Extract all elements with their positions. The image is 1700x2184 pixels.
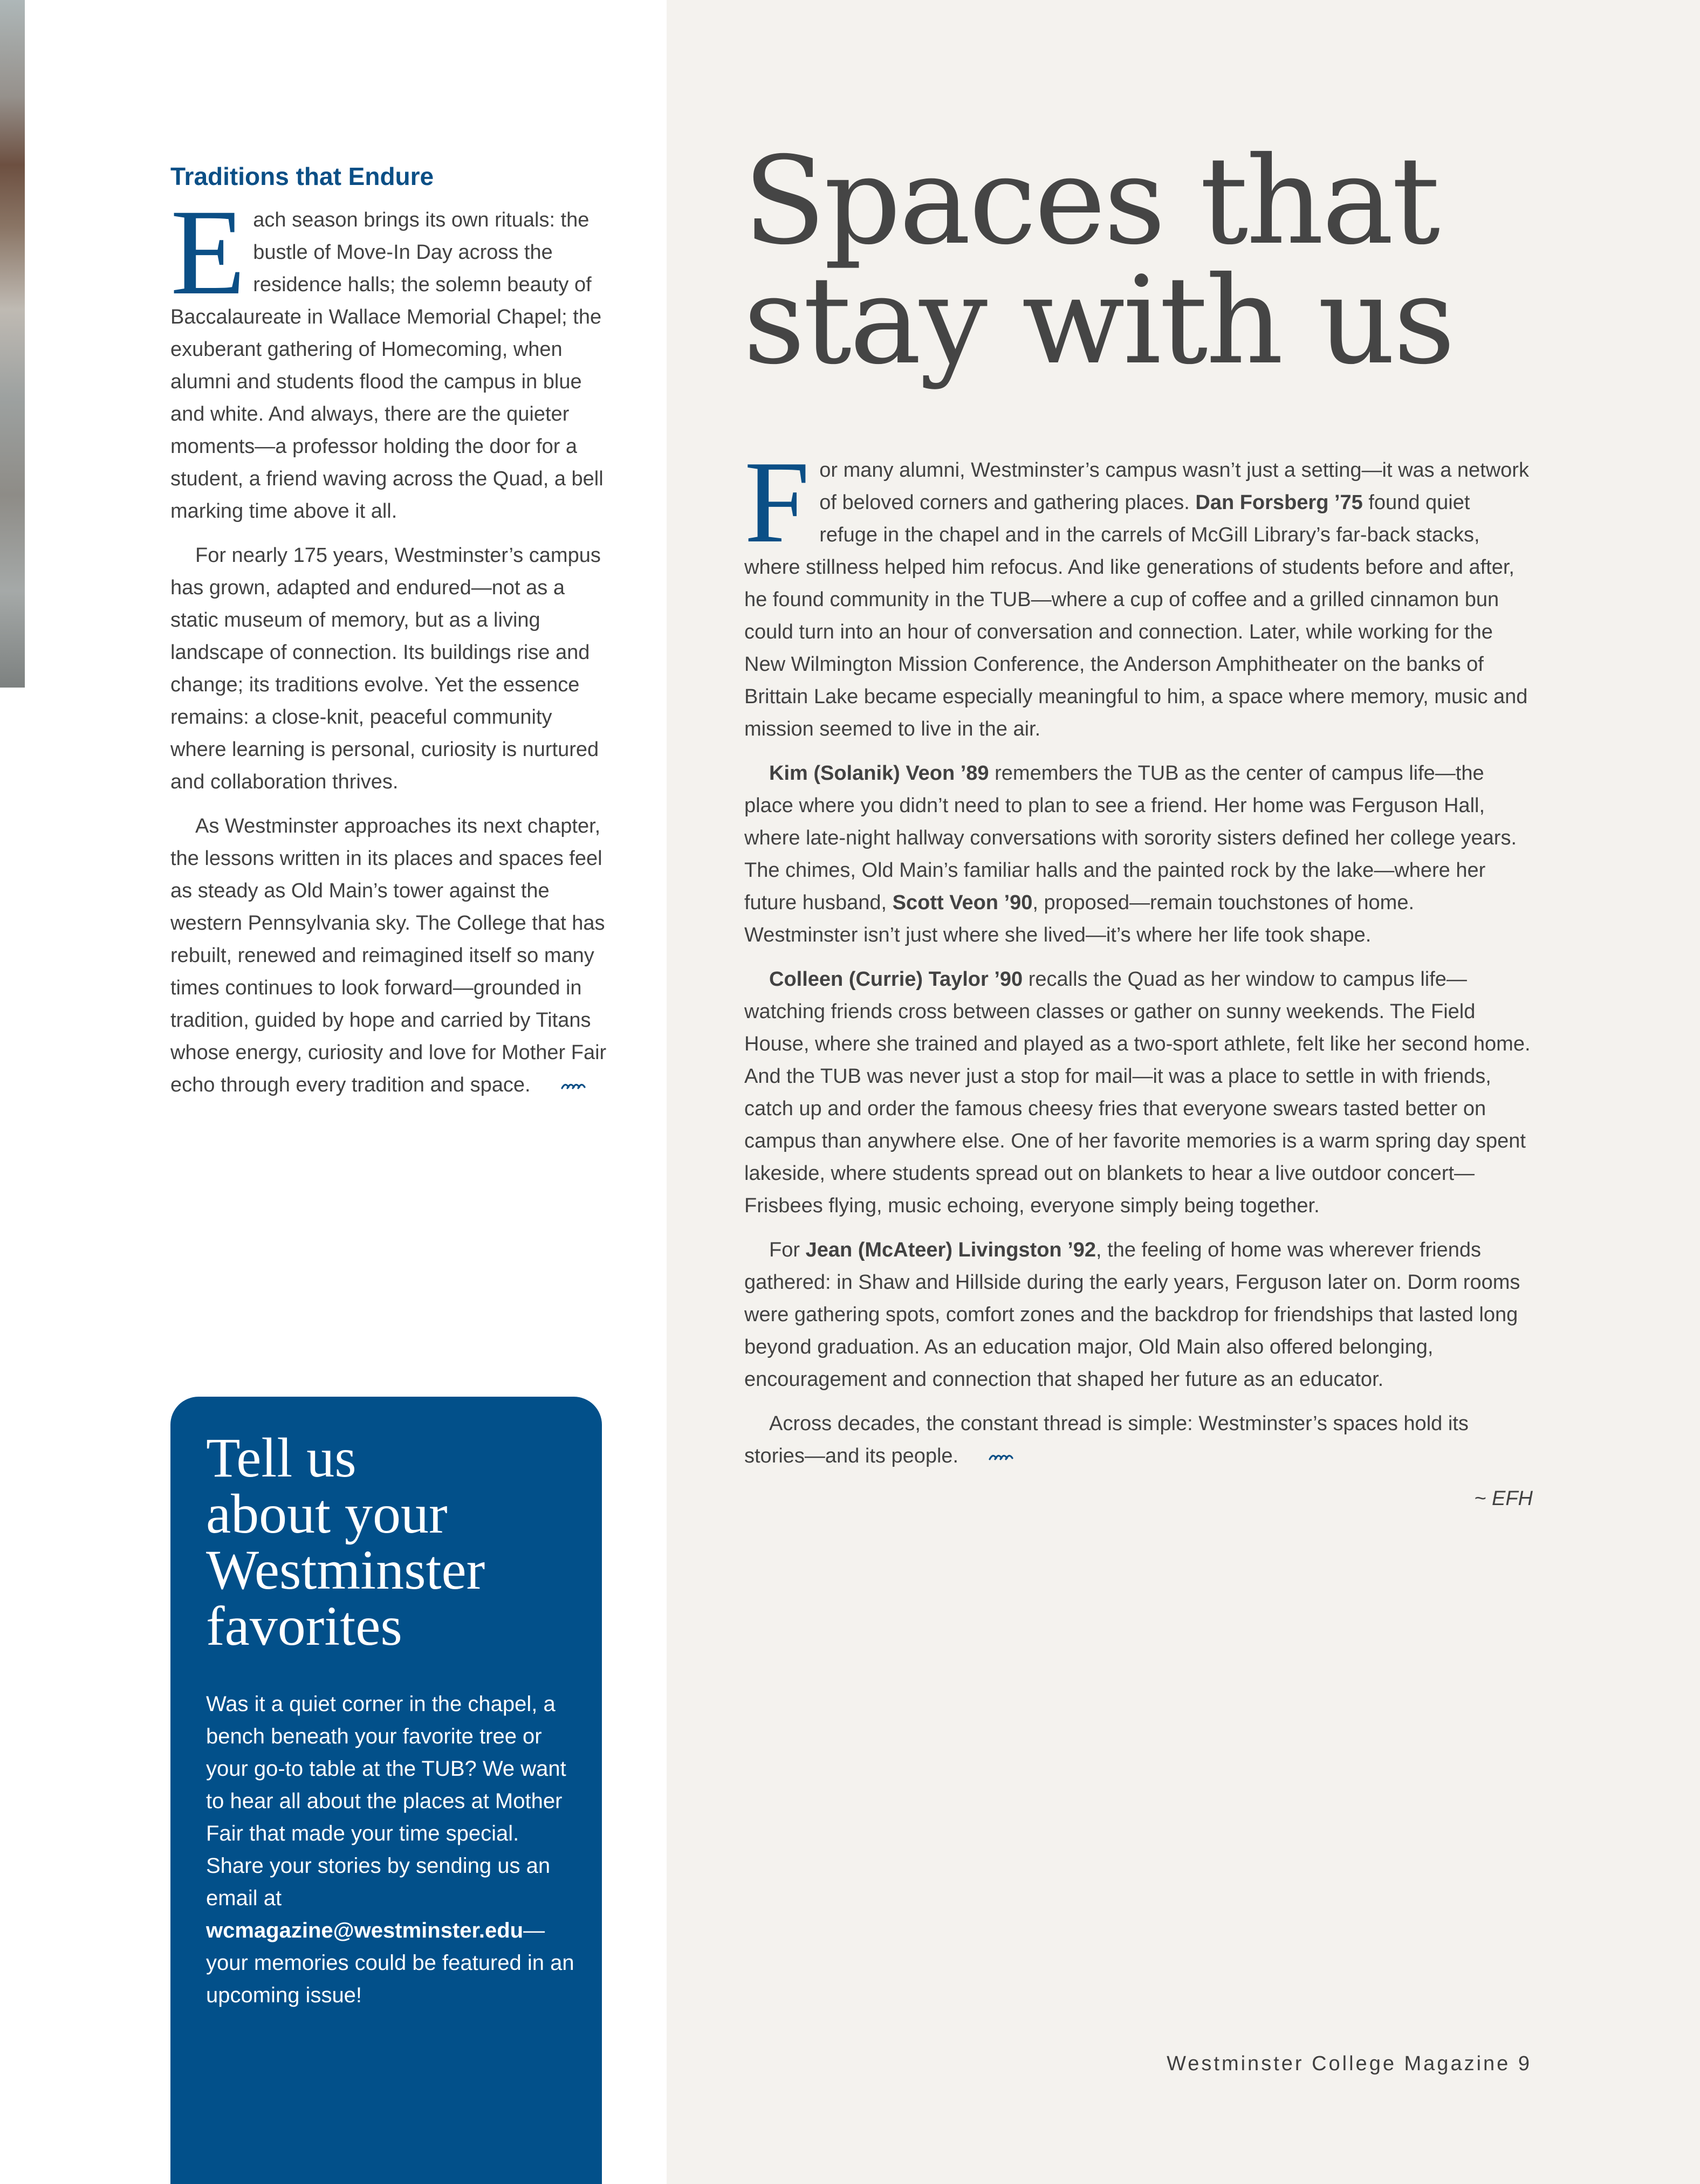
sidebar-paragraph-2: For nearly 175 years, Westminster’s campus has grown, adapted and endured—not as a static museum of memory, but as a living landscape of connection. Its buildings rise and change; its traditions evolve. Yet the essence remains: a close-knit, peaceful community where learning is personal, curiosity is nurtured and collaboration thrives. (170, 544, 601, 793)
callout-text (206, 1688, 578, 2011)
callout-title-line-2: about your (206, 1483, 448, 1545)
alumnus-name: Dan Forsberg ’75 (1195, 491, 1363, 514)
article-paragraph-4-text-b: , the feeling of home was wherever friends gathered: in Shaw and Hillside during the early years, Ferguson later on. Dorm rooms were gathering spots, comfort zones and the backdrop for friendships that lasted long beyond graduation. As an education major, Old Main also offered belonging, encouragement and connection that shaped her future as an educator. (744, 1239, 1520, 1391)
page-footer (1167, 2052, 1532, 2076)
article-paragraph-2 (744, 757, 1533, 951)
callout-text-b: —your memories could be featured in an upcoming issue! (206, 1919, 574, 2007)
alumna-name-4: Jean (McAteer) Livingston ’92 (805, 1239, 1096, 1261)
title-line-1: Spaces that (743, 131, 1438, 271)
article-paragraph-1 (744, 437, 1533, 745)
wave-end-mark-icon (536, 1070, 586, 1102)
main-article (744, 437, 1533, 1510)
article-paragraph-5-text: Across decades, the constant thread is simple: Westminster’s spaces hold its stories—and its people. (744, 1412, 1469, 1467)
sidebar-paragraph-1-text: ach season brings its own rituals: the bustle of Move-In Day across the residence halls; the solemn beauty of Baccalaureate in Wallace Memorial Chapel; the exuberant gathering of Homecoming, when alumni and students flood the campus in blue and white. And always, there are the quieter moments—a professor holding the door for a student, a friend waving across the Quad, a bell marking time above it all. (170, 209, 604, 523)
article-drop-cap: F (744, 437, 810, 567)
alumna-name: Kim (Solanik) Veon ’89 (769, 762, 989, 785)
article-paragraph-2-text-a: remembers the TUB as the center of campus life—the place where you didn’t need to plan to see a friend. Her home was Ferguson Hall, where late-night hallway conversations with sorority sisters defined her college years. The chimes, Old Main’s familiar halls and the painted rock by the lake—where her future husband, (744, 762, 1517, 914)
callout-title-line-1: Tell us (206, 1427, 357, 1489)
sidebar-drop-cap: E (170, 184, 246, 320)
sidebar-paragraph-1 (170, 184, 607, 527)
title-line-2: stay with us (743, 250, 1454, 391)
alumna-name-3: Colleen (Currie) Taylor ’90 (769, 968, 1023, 991)
article-paragraph-1-text-b: found quiet refuge in the chapel and in the carrels of McGill Library’s far-back stacks, where stillness helped him refocus. And like generations of students before and after, he found community in the TUB—where a cup of coffee and a grilled cinnamon bun could turn into an hour of conversation and connection. Later, while working for the New Wilmington Mission Conference, the Anderson Amphitheater on the banks of Brittain Lake became especially meaningful to him, a space where memory, music and mission seemed to live in the air. (744, 491, 1528, 740)
callout-text-a: Was it a quiet corner in the chapel, a bench beneath your favorite tree or your go-to table at the TUB? We want to hear all about the places at Mother Fair that made your time special. Share your stories by sending us an email at (206, 1692, 566, 1910)
magazine-name: Westminster College Magazine (1167, 2052, 1511, 2075)
alumnus-name-2: Scott Veon ’90 (892, 891, 1033, 914)
sidebar-heading: Traditions that Endure (170, 162, 434, 190)
sidebar-paragraph-3 (170, 810, 607, 1102)
article-paragraph-4-text-a: For (769, 1239, 806, 1261)
edge-photo-strip (0, 0, 25, 688)
callout-box (170, 1397, 602, 2184)
callout-title-line-3: Westminster (206, 1539, 485, 1601)
page-number: 9 (1518, 2052, 1532, 2075)
article-paragraph-4 (744, 1234, 1533, 1396)
callout-title-line-4: favorites (206, 1595, 402, 1657)
sidebar-article (170, 162, 607, 1102)
contact-email-link[interactable]: wcmagazine@westminster.edu (206, 1919, 524, 1942)
article-paragraph-3 (744, 963, 1533, 1222)
callout-title (206, 1427, 485, 1657)
article-paragraph-2-text-b: , proposed—remain touchstones of home. Westminster isn’t just where she lived—it’s where her life took shape. (744, 891, 1415, 946)
author-signature: ~ EFH (1474, 1487, 1533, 1510)
article-paragraph-5 (744, 1407, 1533, 1473)
article-paragraph-1-text-a: or many alumni, Westminster’s campus wasn’t just a setting—it was a network of beloved corners and gathering places. (819, 459, 1529, 514)
sidebar-paragraph-3-text: As Westminster approaches its next chapter, the lessons written in its places and spaces feel as steady as Old Main’s tower against the western Pennsylvania sky. The College that has rebuilt, renewed and reimagined itself so many times continues to look forward—grounded in tradition, guided by hope and carried by Titans whose energy, curiosity and love for Mother Fair echo through every tradition and space. (170, 815, 607, 1096)
page-title (743, 131, 1454, 391)
wave-end-mark-icon (964, 1441, 1013, 1473)
article-paragraph-3-text: recalls the Quad as her window to campus life—watching friends cross between classes or gather on sunny weekends. The Field House, where she trained and played as a two-sport athlete, felt like her second home. And the TUB was never just a stop for mail—it was a place to settle in with friends, catch up and order the famous cheesy fries that everyone swears tasted better on campus than anywhere else. One of her favorite memories is a warm spring day spent lakeside, where students spread out on blankets to hear a live outdoor concert—Frisbees flying, music echoing, everyone simply being together. (744, 968, 1531, 1217)
